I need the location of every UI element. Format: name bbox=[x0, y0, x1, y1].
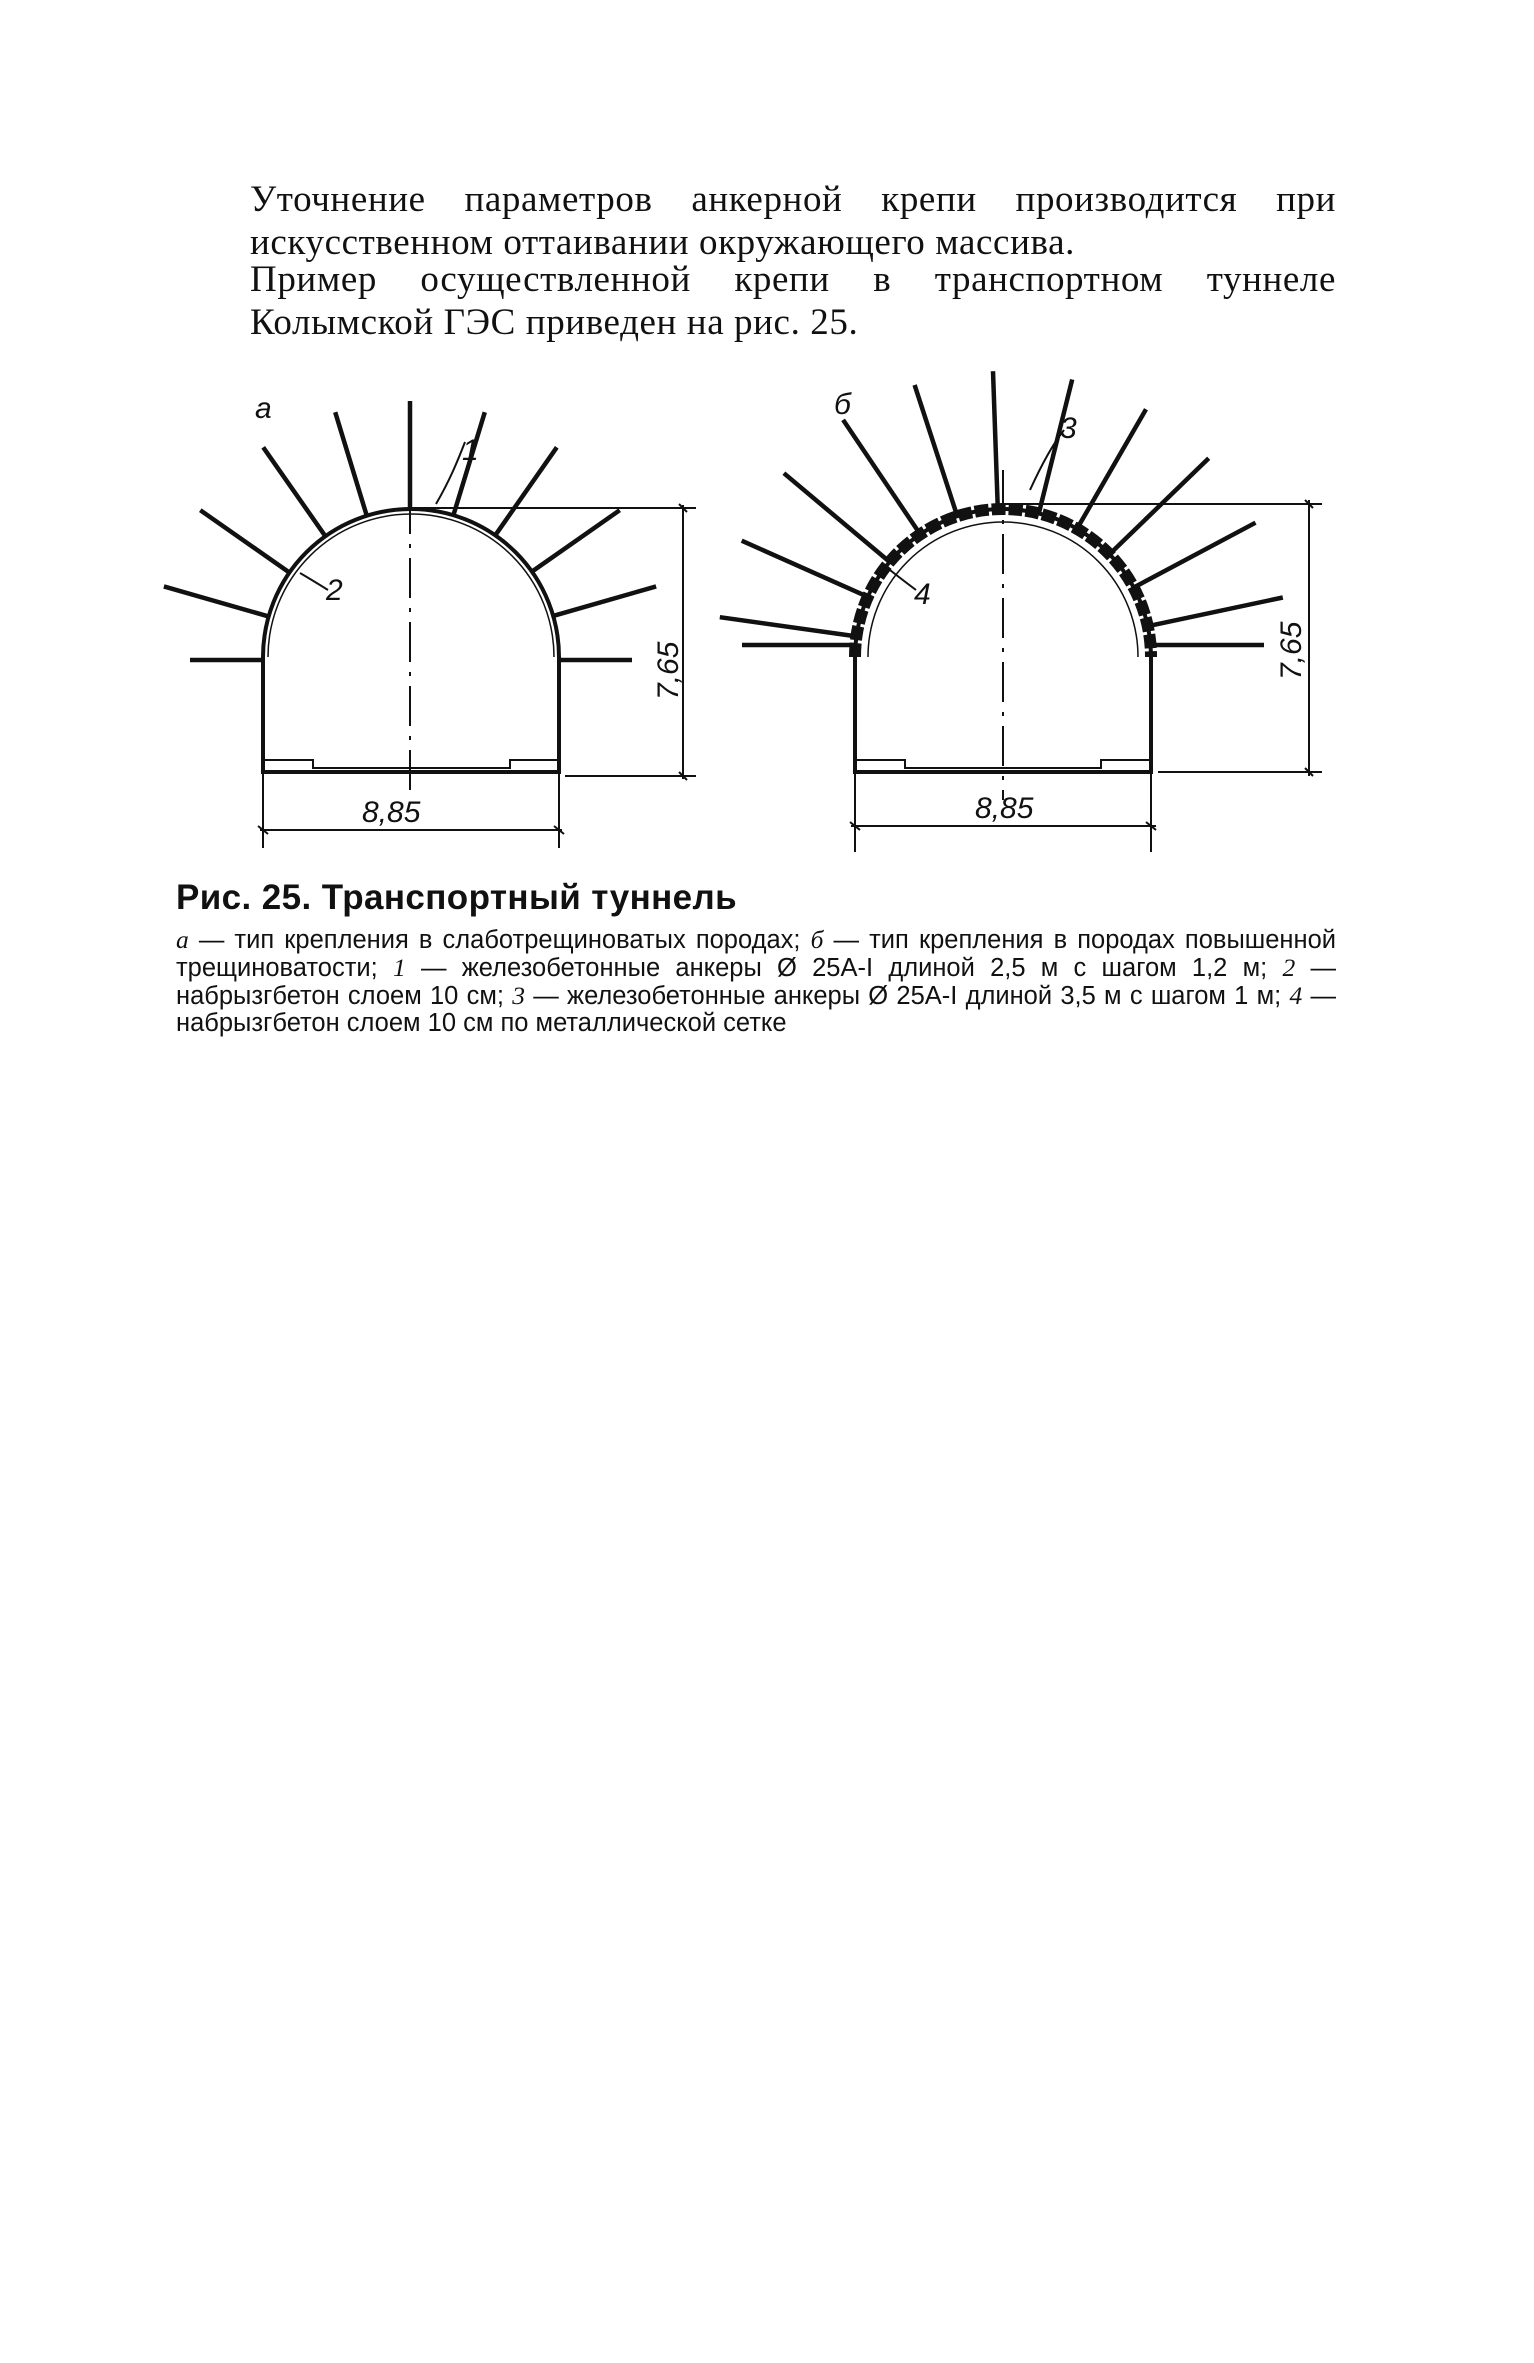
panel-b-anchor bbox=[784, 473, 890, 562]
paragraph-2: Пример осуществленной крепи в транспортном туннеле Колымской ГЭС приведен на рис. 25. bbox=[250, 259, 1336, 343]
panel-b-anchor bbox=[720, 617, 857, 636]
figure-caption-body bbox=[176, 926, 1336, 1037]
panel-a-anchor bbox=[164, 586, 268, 616]
panel-a-anchor bbox=[263, 447, 325, 536]
dimension-lines-b bbox=[850, 500, 1322, 852]
caption-item-key: а bbox=[176, 925, 189, 954]
panel-b-anchor bbox=[1077, 409, 1146, 529]
figure-caption-title: Рис. 25. Транспортный туннель bbox=[176, 878, 738, 917]
tunnel-figure bbox=[0, 360, 1534, 880]
panel-b-anchor bbox=[915, 385, 958, 516]
dimension-lines-a bbox=[258, 504, 696, 848]
panel-b-anchor bbox=[1134, 523, 1256, 588]
caption-item-key: 2 bbox=[1282, 953, 1296, 982]
panel-a-letter: а bbox=[255, 392, 272, 425]
width-dimension-a: 8,85 bbox=[362, 796, 421, 829]
panel-a bbox=[164, 392, 696, 848]
caption-item-text: — тип крепления в слаботрещиноватых породах; bbox=[188, 926, 811, 954]
panel-b-anchor bbox=[843, 420, 920, 534]
caption-item-text: — железобетонные анкеры Ø 25А-I длиной 2,5 м с шагом 1,2 м; bbox=[405, 954, 1283, 982]
panel-b-anchor bbox=[742, 541, 868, 597]
caption-item-key: 1 bbox=[393, 953, 406, 982]
panel-a-anchor bbox=[335, 412, 367, 515]
height-dimension-a: 7,65 bbox=[652, 641, 685, 700]
panel-a-anchor bbox=[531, 510, 620, 572]
caption-item-key: 4 bbox=[1289, 981, 1303, 1010]
leader-2 bbox=[300, 573, 328, 590]
caption-item-text: — набрызгбетон слоем 10 см по металлической сетке bbox=[176, 982, 1337, 1037]
caption-item-text: — набрызгбетон слоем 10 см; bbox=[176, 954, 1336, 1010]
callout-4: 4 bbox=[914, 578, 931, 611]
callout-2: 2 bbox=[326, 574, 343, 607]
caption-item bbox=[176, 926, 811, 954]
panel-a-anchor bbox=[552, 586, 656, 616]
panel-b-anchor bbox=[993, 371, 998, 509]
height-dimension-b: 7,65 bbox=[1275, 621, 1308, 680]
caption-item bbox=[393, 954, 1282, 982]
panel-a-anchor bbox=[495, 447, 557, 536]
caption-item-text: — тип крепления в породах повышенной трещиноватости; bbox=[176, 926, 1336, 982]
caption-item bbox=[512, 982, 1289, 1010]
panel-a-anchor bbox=[200, 510, 288, 572]
panel-b-anchor bbox=[1110, 458, 1209, 554]
panel-b-letter: б bbox=[834, 388, 851, 421]
panel-b-anchor bbox=[1039, 380, 1072, 514]
panel-b bbox=[720, 371, 1322, 852]
panel-b-anchor bbox=[1148, 598, 1283, 627]
caption-item-key: 3 bbox=[512, 981, 525, 1010]
callout-3: 3 bbox=[1060, 412, 1077, 445]
paragraph-1: Уточнение параметров анкерной крепи производится при искусственном оттаивании окружающего массива. bbox=[250, 179, 1336, 263]
caption-item-key: б bbox=[810, 925, 824, 954]
leader-4 bbox=[890, 570, 916, 590]
width-dimension-b: 8,85 bbox=[975, 792, 1034, 825]
callout-1: 1 bbox=[462, 434, 479, 467]
caption-item-text: — железобетонные анкеры Ø 25А-I длиной 3,5 м с шагом 1 м; bbox=[525, 982, 1290, 1010]
